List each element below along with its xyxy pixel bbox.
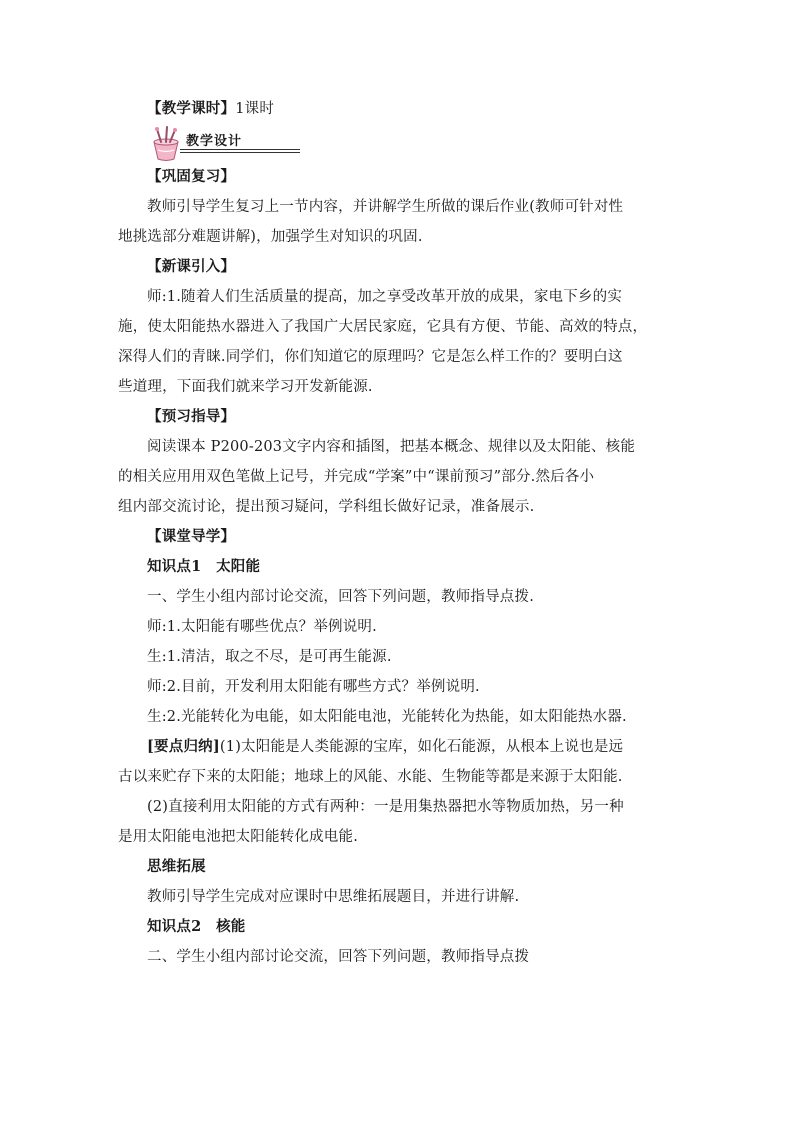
banner-underline-thin: [180, 152, 300, 153]
preview-line-3: 组内部交流讨论，提出预习疑问，学科组长做好记录，准备展示.: [118, 499, 535, 515]
intro-heading: 【新课引入】: [147, 258, 236, 275]
section-banner-title: 教学设计: [186, 134, 243, 149]
kp2-title: 知识点2 核能: [147, 918, 246, 935]
guide-heading: 【课堂导学】: [147, 528, 236, 545]
summary-line-3: (2)直接利用太阳能的方式有两种：一是用集热器把水等物质加热，另一种: [147, 799, 624, 815]
lesson-plan-content: [118, 94, 680, 972]
preview-line-1: 阅读课本 P200-203文字内容和插图，把基本概念、规律以及太阳能、核能: [147, 439, 636, 455]
lesson-hours-value: 1课时: [235, 101, 275, 117]
kp2-line: 二、学生小组内部讨论交流，回答下列问题，教师指导点拨: [147, 949, 530, 965]
intro-line-1: 师:1.随着人们生活质量的提高，加之享受改革开放的成果，家电下乡的实: [147, 289, 623, 305]
intro-line-2: 施，使太阳能热水器进入了我国广大居民家庭，它具有方便、节能、高效的特点，: [118, 319, 648, 335]
lesson-hours-label: 【教学课时】: [147, 100, 236, 117]
intro-line-3: 深得人们的青睐.同学们，你们知道它的原理吗？它是怎么样工作的？要明白这: [118, 349, 623, 365]
kp1-line-3: 生:1.清洁，取之不尽，是可再生能源.: [147, 649, 392, 665]
review-line-1: 教师引导学生复习上一节内容，并讲解学生所做的课后作业(教师可针对性: [147, 199, 624, 215]
preview-line-2: 的相关应用用双色笔做上记号，并完成“学案”中“课前预习”部分.然后各小: [118, 469, 595, 485]
kp1-line-1: 一、学生小组内部讨论交流，回答下列问题，教师指导点拨.: [147, 589, 535, 605]
preview-heading: 【预习指导】: [147, 408, 236, 425]
summary-label: [要点归纳]: [147, 738, 220, 755]
kp1-title: 知识点1 太阳能: [147, 558, 261, 575]
section-banner: [146, 126, 680, 162]
summary-text-1: (1)太阳能是人类能源的宝库，如化石能源，从根本上说也是远: [219, 739, 624, 755]
intro-line-4: 些道理，下面我们就来学习开发新能源.: [118, 379, 373, 395]
review-line-2: 地挑选部分难题讲解)，加强学生对知识的巩固.: [118, 229, 423, 245]
extension-line: 教师引导学生完成对应课时中思维拓展题目，并进行讲解.: [147, 889, 520, 905]
kp1-line-2: 师:1.太阳能有哪些优点？举例说明.: [147, 619, 377, 635]
summary-line-2: 古以来贮存下来的太阳能；地球上的风能、水能、生物能等都是来源于太阳能.: [118, 769, 623, 785]
banner-underline: [180, 149, 300, 150]
kp1-line-4: 师:2.目前，开发利用太阳能有哪些方式？举例说明.: [147, 679, 480, 695]
lesson-hours-line: [118, 94, 680, 124]
summary-line-4: 是用太阳能电池把太阳能转化成电能.: [118, 829, 359, 845]
summary-line-1: [118, 732, 680, 762]
review-heading: 【巩固复习】: [147, 168, 236, 185]
extension-title: 思维拓展: [147, 858, 206, 875]
kp1-line-5: 生:2.光能转化为电能，如太阳能电池，光能转化为热能，如太阳能热水器.: [147, 709, 627, 725]
pencil-cup-icon: [146, 126, 186, 162]
